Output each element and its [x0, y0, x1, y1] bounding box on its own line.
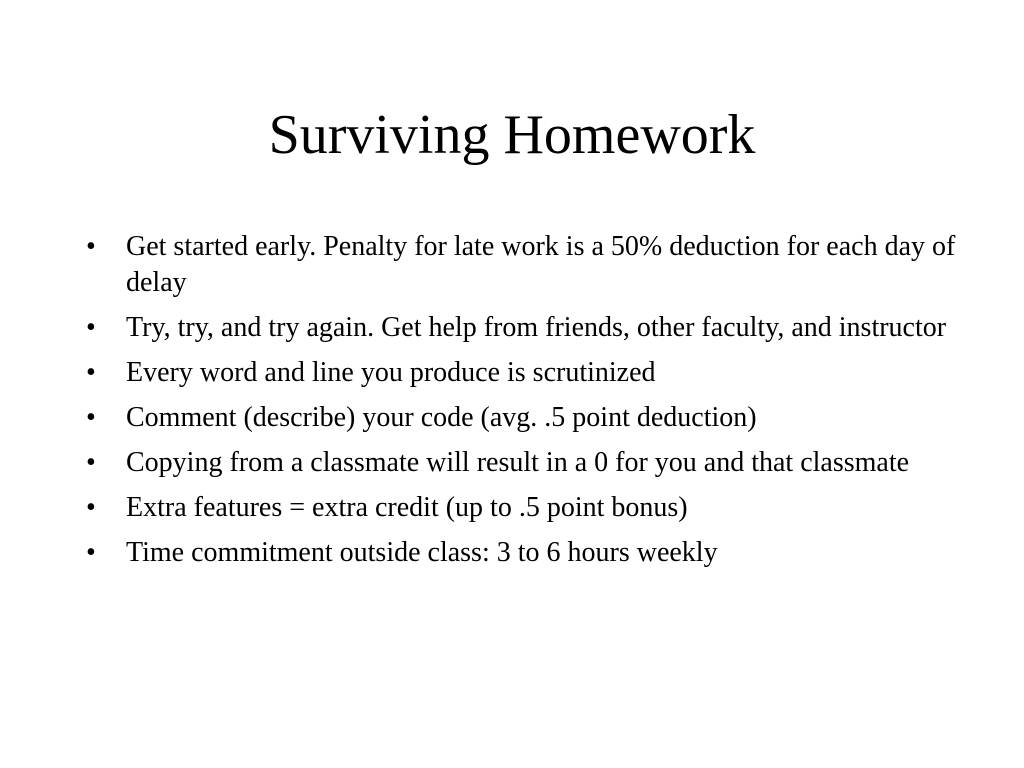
bullet-item [86, 310, 956, 346]
bullet-text: Comment (describe) your code (avg. .5 point deduction) [126, 402, 757, 433]
bullet-text: Try, try, and try again. Get help from friends, other faculty, and instructor [126, 312, 947, 343]
bullet-item [86, 229, 956, 301]
bullet-list [86, 229, 956, 580]
bullet-icon: • [86, 492, 96, 523]
bullet-item [86, 445, 956, 481]
bullet-text: Every word and line you produce is scrutinized [126, 357, 656, 388]
bullet-icon: • [86, 537, 96, 568]
bullet-text: Copying from a classmate will result in a 0 for you and that classmate [126, 447, 910, 478]
bullet-text: Time commitment outside class: 3 to 6 hours weekly [126, 537, 718, 568]
bullet-icon: • [86, 231, 96, 262]
bullet-text: Extra features = extra credit (up to .5 point bonus) [126, 492, 688, 523]
bullet-item [86, 355, 956, 391]
bullet-icon: • [86, 357, 96, 388]
bullet-icon: • [86, 447, 96, 478]
bullet-item [86, 490, 956, 526]
bullet-icon: • [86, 312, 96, 343]
bullet-item [86, 400, 956, 436]
bullet-text: Get started early. Penalty for late work is a 50% deduction for each day of delay [126, 231, 956, 298]
bullet-icon: • [86, 402, 96, 433]
bullet-item [86, 535, 956, 571]
slide-title: Surviving Homework [268, 104, 756, 166]
